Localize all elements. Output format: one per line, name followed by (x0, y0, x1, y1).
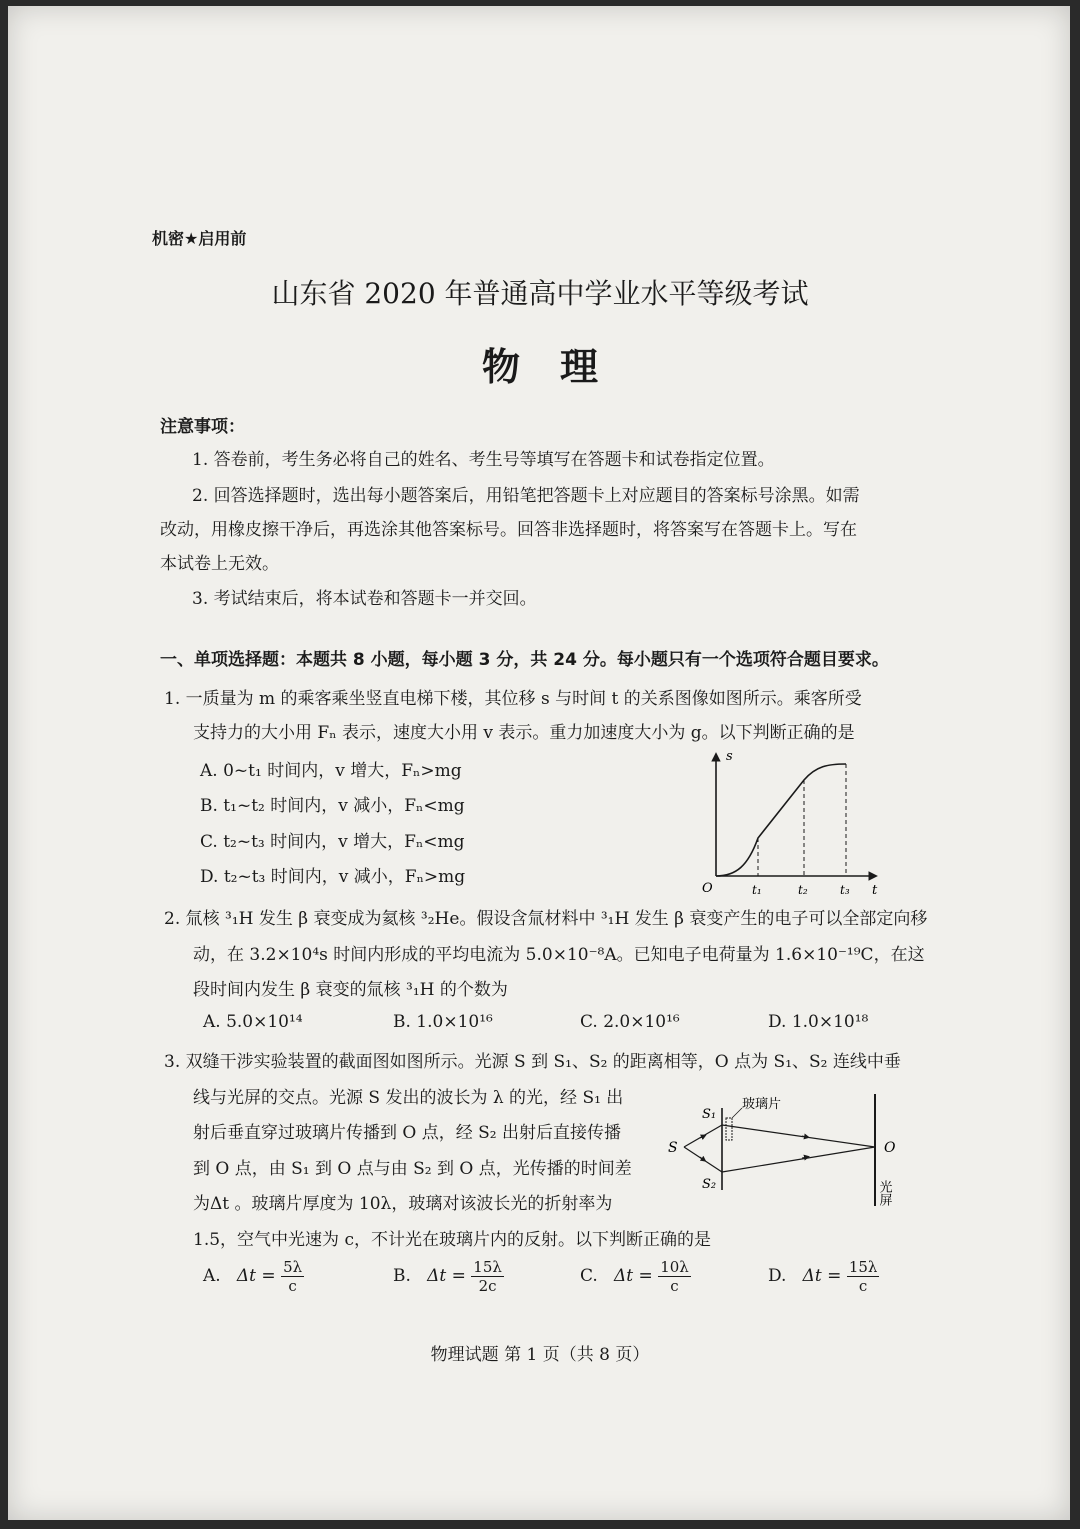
subject-title: 物理 (481, 344, 638, 389)
q2-line-3: 段时间内发生 β 衰变的氚核 ³₁H 的个数为 (193, 980, 508, 1000)
q3-ray-s2-o (722, 1147, 875, 1172)
note-2-line-3: 本试卷上无效。 (160, 554, 279, 574)
confidential-label: 机密★启用前 (152, 229, 247, 248)
section-1-heading: 一、单项选择题：本题共 8 小题，每小题 3 分，共 24 分。每小题只有一个选项符合题目要求。 (160, 650, 889, 670)
q1-option-c: C. t₂~t₃ 时间内，v 增大，Fₙ<mg (200, 832, 465, 852)
q2-line-2: 动，在 3.2×10⁴s 时间内形成的平均电流为 5.0×10⁻⁸A。已知电子电荷量为 1.6×10⁻¹⁹C，在这 (193, 945, 925, 965)
q1-option-a: A. 0~t₁ 时间内，v 增大，Fₙ>mg (200, 761, 462, 781)
q1-t2-label: t₂ (798, 883, 808, 897)
exam-title: 山东省 2020 年普通高中学业水平等级考试 (271, 277, 809, 310)
q1-s-t-graph (696, 746, 886, 898)
q1-option-d: D. t₂~t₃ 时间内，v 减小，Fₙ>mg (200, 867, 466, 887)
q2-option-b: B. 1.0×10¹⁶ (393, 1012, 493, 1032)
q3-label-s2: S₂ (702, 1177, 717, 1192)
q3-glass-pointer (732, 1108, 742, 1118)
q3-c-fraction: $\frac{10\lambda}{c}$ (660, 1258, 689, 1295)
q2-line-1: 2. 氚核 ³₁H 发生 β 衰变成为氦核 ³₂He。假设含氚材料中 ³₁H 发生 β 衰变产生的电子可以全部定向移 (164, 909, 928, 929)
q1-line-2: 支持力的大小用 Fₙ 表示，速度大小用 v 表示。重力加速度大小为 g。以下判断正确的是 (193, 723, 855, 743)
q3-line-2: 线与光屏的交点。光源 S 发出的波长为 λ 的光，经 S₁ 出 (193, 1088, 624, 1108)
q3-glass-plate (726, 1118, 732, 1140)
q3-ray-s1-o (722, 1125, 875, 1147)
q3-line-3: 射后垂直穿过玻璃片传播到 O 点，经 S₂ 出射后直接传播 (193, 1123, 622, 1143)
page-footer: 物理试题 第 1 页（共 8 页） (430, 1345, 650, 1365)
q1-curve (716, 764, 846, 876)
q3-option-c: C. Δt = $\frac{10\lambda}{c}$ (580, 1258, 689, 1295)
q1-line-1: 1. 一质量为 m 的乘客乘坐竖直电梯下楼，其位移 s 与时间 t 的关系图像如图所示。乘客所受 (164, 689, 862, 709)
q3-label-s: S (668, 1140, 678, 1156)
q3-label-glass: 玻璃片 (742, 1097, 782, 1112)
q3-option-a: A. Δt = $\frac{5\lambda}{c}$ (203, 1258, 303, 1295)
note-2-line-1: 2. 回答选择题时，选出每小题答案后，用铅笔把答题卡上对应题目的答案标号涂黑。如需 (192, 486, 860, 506)
q1-t-label: t (872, 883, 878, 898)
q3-double-slit-diagram (662, 1090, 912, 1210)
q1-option-b: B. t₁~t₂ 时间内，v 减小，Fₙ<mg (200, 796, 465, 816)
note-2-line-2: 改动，用橡皮擦干净后，再选涂其他答案标号。回答非选择题时，将答案写在答题卡上。写在 (160, 520, 857, 540)
q3-a-fraction: $\frac{5\lambda}{c}$ (283, 1258, 303, 1295)
q3-label-o: O (884, 1140, 896, 1156)
q3-line-4: 到 O 点，由 S₁ 到 O 点与由 S₂ 到 O 点，光传播的时间差 (193, 1159, 632, 1179)
q1-s-label: s (726, 749, 733, 764)
q3-d-fraction: $\frac{15\lambda}{c}$ (848, 1258, 878, 1295)
q2-option-d: D. 1.0×10¹⁸ (768, 1012, 869, 1032)
q1-t3-label: t₃ (840, 883, 850, 897)
q3-option-b: B. Δt = $\frac{15\lambda}{2c}$ (393, 1258, 502, 1295)
q3-label-screen: 光屏 (876, 1180, 892, 1206)
q3-line-5: 为Δt 。玻璃片厚度为 10λ，玻璃对该波长光的折射率为 (193, 1194, 613, 1214)
q1-t1-label: t₁ (752, 883, 762, 897)
q3-b-fraction: $\frac{15\lambda}{2c}$ (473, 1258, 502, 1295)
q3-line-6: 1.5，空气中光速为 c，不计光在玻璃片内的反射。以下判断正确的是 (193, 1230, 711, 1250)
q3-option-d: D. Δt = $\frac{15\lambda}{c}$ (768, 1258, 878, 1295)
q1-origin-label: O (702, 881, 713, 896)
q2-option-a: A. 5.0×10¹⁴ (203, 1012, 303, 1032)
q3-line-1: 3. 双缝干涉实验装置的截面图如图所示。光源 S 到 S₁、S₂ 的距离相等，O 点为 S₁、S₂ 连线中垂 (164, 1052, 901, 1072)
notes-heading: 注意事项： (160, 417, 245, 437)
q2-option-c: C. 2.0×10¹⁶ (580, 1012, 680, 1032)
q3-label-s1: S₁ (702, 1107, 717, 1122)
note-1: 1. 答卷前，考生务必将自己的姓名、考生号等填写在答题卡和试卷指定位置。 (192, 450, 775, 470)
note-3: 3. 考试结束后，将本试卷和答题卡一并交回。 (192, 589, 537, 609)
